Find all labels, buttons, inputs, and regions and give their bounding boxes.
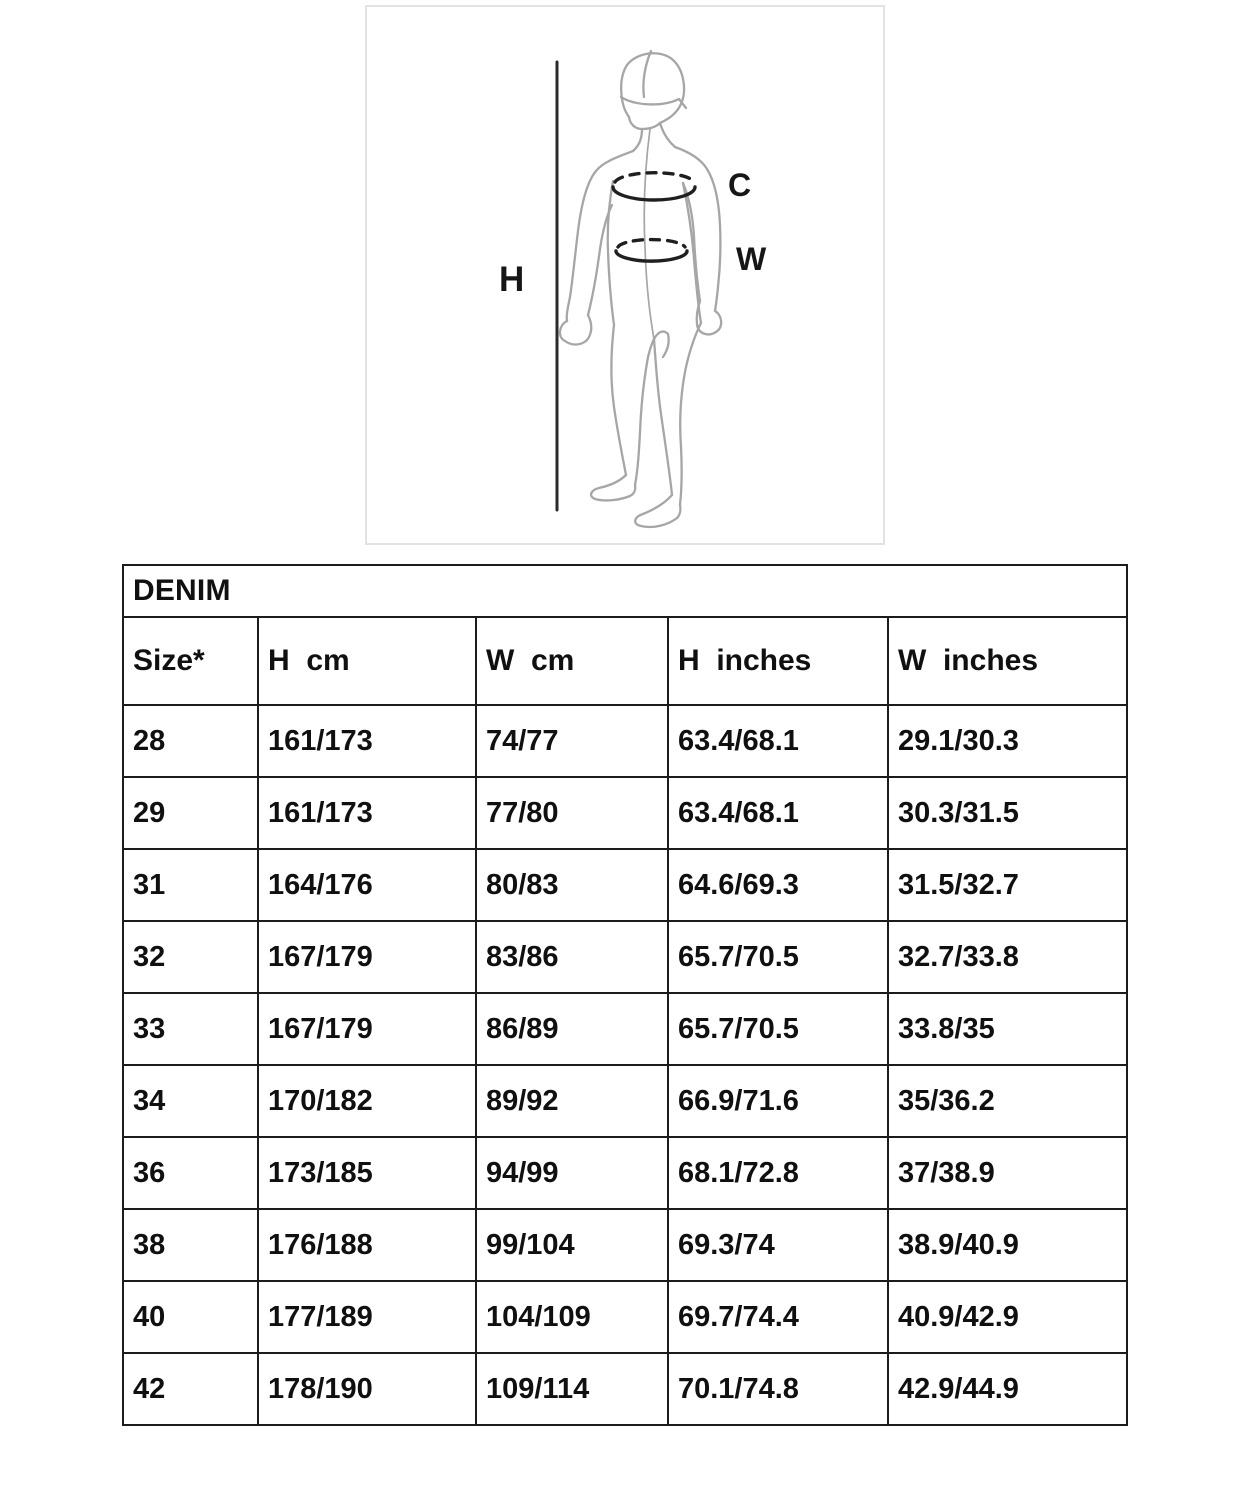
table-row (123, 1137, 1127, 1209)
h-cm-cell: 173/185 (258, 1137, 476, 1209)
size-cell: 34 (123, 1065, 258, 1137)
body-measurement-diagram (367, 7, 883, 543)
h-inches-cell: 66.9/71.6 (668, 1065, 888, 1137)
size-cell: 31 (123, 849, 258, 921)
w-inches-cell: 40.9/42.9 (888, 1281, 1127, 1353)
h-cm-cell: 161/173 (258, 777, 476, 849)
h-inches-cell: 63.4/68.1 (668, 777, 888, 849)
w-inches-cell: 35/36.2 (888, 1065, 1127, 1137)
h-inches-cell: 65.7/70.5 (668, 993, 888, 1065)
w-cm-cell: 86/89 (476, 993, 668, 1065)
h-inches-cell: 70.1/74.8 (668, 1353, 888, 1425)
h-cm-cell: 178/190 (258, 1353, 476, 1425)
size-cell: 38 (123, 1209, 258, 1281)
body-outline (560, 51, 721, 527)
h-inches-cell: 68.1/72.8 (668, 1137, 888, 1209)
h-cm-cell: 176/188 (258, 1209, 476, 1281)
size-cell: 29 (123, 777, 258, 849)
size-cell: 33 (123, 993, 258, 1065)
w-cm-cell: 109/114 (476, 1353, 668, 1425)
table-row (123, 1281, 1127, 1353)
h-cm-cell: 170/182 (258, 1065, 476, 1137)
size-cell: 40 (123, 1281, 258, 1353)
table-row (123, 921, 1127, 993)
header-size: Size* (123, 617, 258, 705)
h-cm-cell: 167/179 (258, 921, 476, 993)
header-h-cm: H cm (258, 617, 476, 705)
w-inches-cell: 32.7/33.8 (888, 921, 1127, 993)
size-cell: 28 (123, 705, 258, 777)
header-w-inches: W inches (888, 617, 1127, 705)
waist-ellipse (616, 240, 687, 262)
table-row (123, 849, 1127, 921)
measurement-diagram-box (365, 5, 885, 545)
w-inches-cell: 29.1/30.3 (888, 705, 1127, 777)
size-cell: 36 (123, 1137, 258, 1209)
w-cm-cell: 94/99 (476, 1137, 668, 1209)
w-cm-cell: 74/77 (476, 705, 668, 777)
w-inches-cell: 38.9/40.9 (888, 1209, 1127, 1281)
h-inches-cell: 63.4/68.1 (668, 705, 888, 777)
h-cm-cell: 177/189 (258, 1281, 476, 1353)
size-guide-page (0, 5, 1250, 1426)
w-inches-cell: 31.5/32.7 (888, 849, 1127, 921)
w-inches-cell: 37/38.9 (888, 1137, 1127, 1209)
table-row (123, 1065, 1127, 1137)
table-title-row (123, 565, 1127, 617)
height-label: H (499, 260, 525, 299)
size-chart-table (122, 564, 1128, 1426)
h-cm-cell: 164/176 (258, 849, 476, 921)
h-inches-cell: 69.3/74 (668, 1209, 888, 1281)
w-inches-cell: 30.3/31.5 (888, 777, 1127, 849)
size-cell: 42 (123, 1353, 258, 1425)
header-w-cm: W cm (476, 617, 668, 705)
w-inches-cell: 42.9/44.9 (888, 1353, 1127, 1425)
waist-label: W (736, 241, 767, 277)
size-cell: 32 (123, 921, 258, 993)
h-cm-cell: 167/179 (258, 993, 476, 1065)
table-row (123, 1353, 1127, 1425)
w-cm-cell: 80/83 (476, 849, 668, 921)
h-cm-cell: 161/173 (258, 705, 476, 777)
table-row (123, 993, 1127, 1065)
chest-label: C (728, 167, 752, 203)
header-h-inches: H inches (668, 617, 888, 705)
h-inches-cell: 64.6/69.3 (668, 849, 888, 921)
table-row (123, 1209, 1127, 1281)
w-cm-cell: 104/109 (476, 1281, 668, 1353)
w-cm-cell: 99/104 (476, 1209, 668, 1281)
table-title: DENIM (123, 565, 1127, 617)
table-row (123, 705, 1127, 777)
w-cm-cell: 89/92 (476, 1065, 668, 1137)
w-cm-cell: 83/86 (476, 921, 668, 993)
table-row (123, 777, 1127, 849)
w-cm-cell: 77/80 (476, 777, 668, 849)
w-inches-cell: 33.8/35 (888, 993, 1127, 1065)
h-inches-cell: 69.7/74.4 (668, 1281, 888, 1353)
table-header-row (123, 617, 1127, 705)
h-inches-cell: 65.7/70.5 (668, 921, 888, 993)
